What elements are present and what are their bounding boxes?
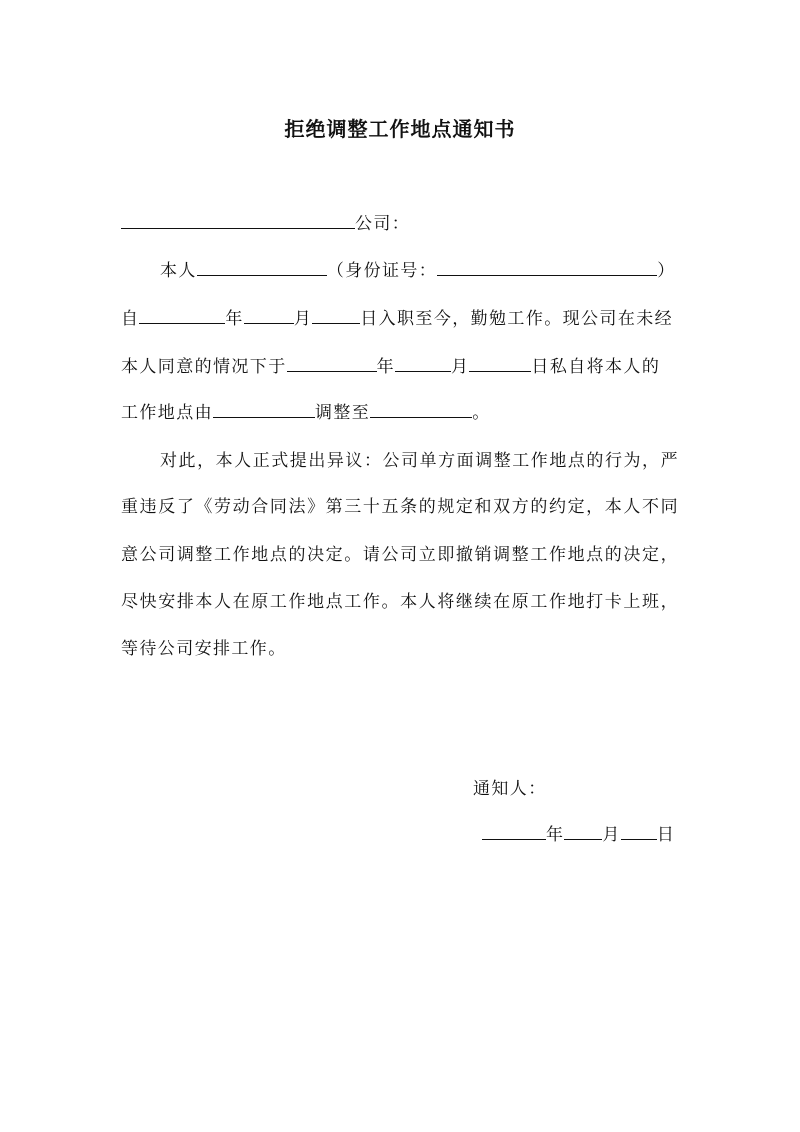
p1-text: 本人同意的情况下于 <box>121 357 287 377</box>
p1-text: 本人 <box>160 261 197 281</box>
sign-month-label: 月 <box>602 825 621 845</box>
p1-text: 自 <box>121 309 140 329</box>
p1-text: 调整至 <box>315 403 371 423</box>
p1-text: 。 <box>472 403 491 423</box>
p1-text: 年 <box>376 357 396 377</box>
company-name-blank[interactable] <box>121 208 355 229</box>
salutation-line <box>121 207 410 241</box>
p1-text: 月 <box>293 309 313 329</box>
p2-line-5: 等待公司安排工作。 <box>121 639 287 659</box>
sign-year-blank[interactable] <box>482 819 546 840</box>
p1-line-2 <box>121 302 673 336</box>
sign-day-label: 日 <box>656 825 676 845</box>
p2-line-1: 对此，本人正式提出异议：公司单方面调整工作地点的行为，严 <box>160 451 679 471</box>
document-title: 拒绝调整工作地点通知书 <box>284 117 516 141</box>
sign-day-blank[interactable] <box>621 819 657 840</box>
p1-text: 月 <box>451 357 470 377</box>
entry-day-blank[interactable] <box>312 303 360 324</box>
p1-line-1 <box>160 254 676 288</box>
p1-text: 日私自将本人的 <box>531 357 661 377</box>
salutation-suffix: 公司： <box>355 214 411 234</box>
p1-text: 年 <box>225 309 244 329</box>
entry-month-blank[interactable] <box>244 303 294 324</box>
change-year-blank[interactable] <box>287 351 377 372</box>
p1-text: ） <box>657 261 676 281</box>
signature-date-line <box>482 818 675 852</box>
p2-line-2: 重违反了《劳动合同法》第三十五条的规定和双方的约定，本人不同 <box>121 497 679 517</box>
id-number-blank[interactable] <box>437 255 657 276</box>
name-blank[interactable] <box>197 255 327 276</box>
p1-line-4 <box>121 396 491 430</box>
p1-line-3 <box>121 350 660 384</box>
entry-year-blank[interactable] <box>139 303 225 324</box>
new-location-blank[interactable] <box>370 397 472 418</box>
signer-label: 通知人： <box>473 779 547 799</box>
p1-text: 工作地点由 <box>121 403 213 423</box>
p1-text: （身份证号： <box>326 261 438 281</box>
sign-month-blank[interactable] <box>564 819 602 840</box>
original-location-blank[interactable] <box>213 397 315 418</box>
change-day-blank[interactable] <box>469 351 531 372</box>
p2-line-4: 尽快安排本人在原工作地点工作。本人将继续在原工作地打卡上班， <box>121 592 679 612</box>
p1-text: 日入职至今，勤勉工作。现公司在未经 <box>360 309 674 329</box>
sign-year-label: 年 <box>546 825 565 845</box>
p2-line-3: 意公司调整工作地点的决定。请公司立即撤销调整工作地点的决定， <box>121 545 679 565</box>
change-month-blank[interactable] <box>395 351 451 372</box>
